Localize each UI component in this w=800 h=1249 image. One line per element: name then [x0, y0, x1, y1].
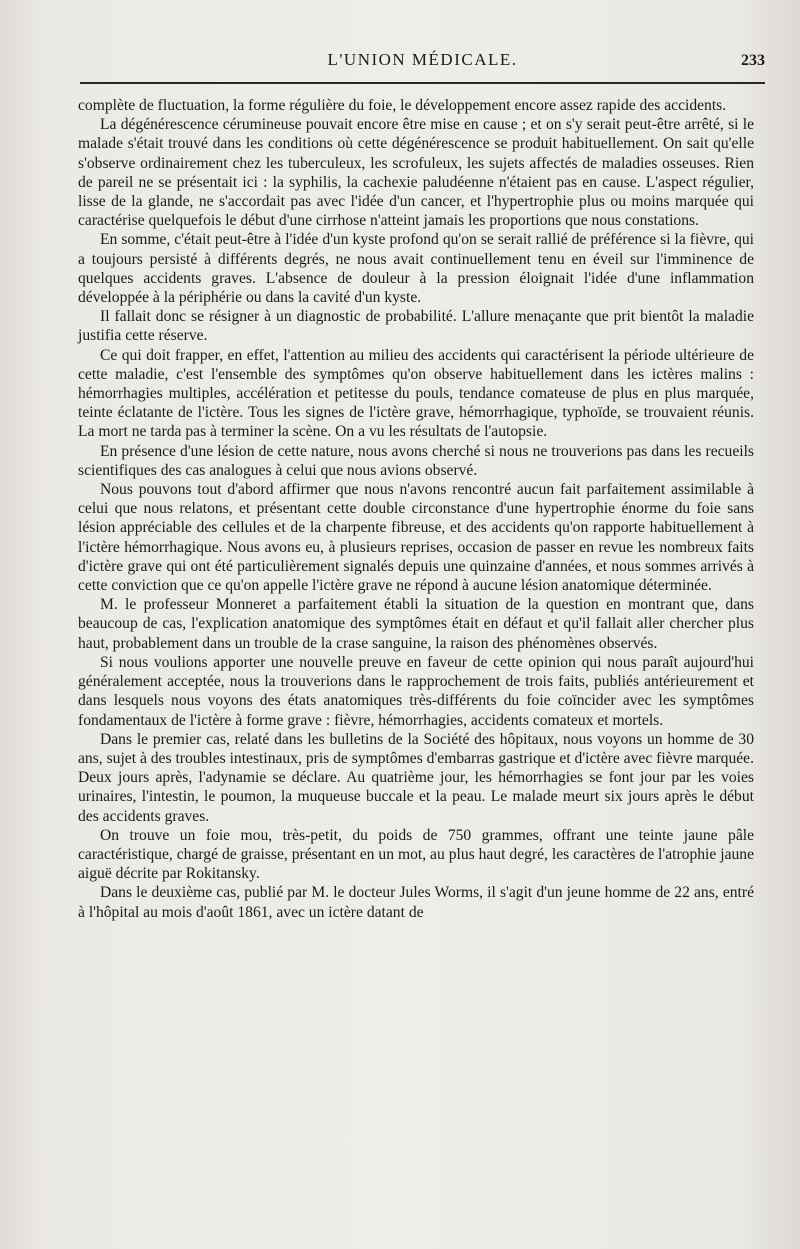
- header-rule: [80, 82, 765, 84]
- paragraph: complète de fluctuation, la forme régulière du foie, le développement encore assez rapide des accidents.: [78, 97, 727, 114]
- paragraph: Ce qui doit frapper, en effet, l'attention au milieu des accidents qui caractérisent la période ultérieure de cette maladie, c'est l'ensemble des symptômes qu'on observe habituellement dans les ictères malins : hémorrhagies multiples, accélération et petitesse du pouls, tendance comateuse de plus en plus marquée, teinte éclatante de l'ictère. Tous les signes de l'ictère grave, hémorrhagique, typhoïde, se trouvaient réunis. La mort ne tarda pas à terminer la scène. On a vu les résultats de l'autopsie.: [78, 346, 754, 441]
- paragraph: Il fallait donc se résigner à un diagnostic de probabilité. L'allure menaçante que prit bientôt la maladie justifia cette réserve.: [78, 308, 754, 345]
- paragraph: Si nous voulions apporter une nouvelle preuve en faveur de cette opinion qui nous paraît aujourd'hui généralement acceptée, nous la trouverions dans le rapprochement de trois faits, publiés antérieurement et dans lesquels nous voyons des états anatomiques très-différents du foie coïncider avec les symptômes fondamentaux de l'ictère à forme grave : fièvre, hémorrhagies, accidents comateux et mortels.: [78, 653, 754, 729]
- paragraph: Dans le deuxième cas, publié par M. le docteur Jules Worms, il s'agit d'un jeune homme de 22 ans, entré à l'hôpital au mois d'août 1861, avec un ictère datant de: [78, 884, 754, 921]
- paragraph: Nous pouvons tout d'abord affirmer que nous n'avons rencontré aucun fait parfaitement assimilable à celui que nous relatons, et présentant cette double circonstance d'une hypertrophie énorme du foie sans lésion appréciable des cellules et de la charpente fibreuse, et des accidents qu'on rapporte habituellement à l'ictère hémorrhagique. Nous avons eu, à plusieurs reprises, occasion de passer en revue les nombreux faits d'ictère grave qui ont été particulièrement signalés depuis une quinzaine d'années, et nous sommes arrivés à cette conviction que ce qu'on appelle l'ictère grave ne répond à aucune lésion anatomique déterminée.: [78, 481, 754, 595]
- page-number: 233: [741, 52, 765, 69]
- page-header: [80, 50, 765, 80]
- body-text: [78, 96, 754, 922]
- paragraph: En présence d'une lésion de cette nature, nous avons cherché si nous ne trouverions pas dans les recueils scientifiques des cas analogues à celui que nous avions observé.: [78, 442, 754, 479]
- paragraph: En somme, c'était peut-être à l'idée d'un kyste profond qu'on se serait rallié de préférence si la fièvre, qui a toujours persisté à différents degrés, ne nous avait continuellement tenu en éveil sur l'imminence de quelques accidents graves. L'absence de douleur à la pression éloignait l'idée d'une inflammation développée à la périphérie ou dans la cavité d'un kyste.: [78, 231, 754, 307]
- paragraph: M. le professeur Monneret a parfaitement établi la situation de la question en montrant que, dans beaucoup de cas, l'explication anatomique des symptômes était en défaut et qu'il fallait aller chercher plus haut, probablement dans un trouble de la crase sanguine, la raison des phénomènes observés.: [78, 596, 754, 652]
- paragraph: On trouve un foie mou, très-petit, du poids de 750 grammes, offrant une teinte jaune pâle caractéristique, chargé de graisse, présentant en un mot, au plus haut degré, les caractères de l'atrophie jaune aiguë décrite par Rokitansky.: [78, 826, 754, 883]
- paragraph: Dans le premier cas, relaté dans les bulletins de la Société des hôpitaux, nous voyons un homme de 30 ans, sujet à des troubles intestinaux, pris de symptômes d'embarras gastrique et d'ictère avec fièvre marquée. Deux jours après, l'adynamie se déclare. Au quatrième jour, les hémorrhagies se font jour par les voies urinaires, l'intestin, le poumon, la muqueuse buccale et la peau. Le malade meurt six jours après le début des accidents graves.: [78, 730, 754, 825]
- running-title: L'UNION MÉDICALE.: [327, 50, 518, 69]
- paragraph: La dégénérescence cérumineuse pouvait encore être mise en cause ; et on s'y serait peut-être arrêté, si le malade s'était trouvé dans les conditions où cette dégénérescence se produit habituellement. On sait qu'elle s'observe ordinairement chez les tuberculeux, les scrofuleux, les sujets affectés de maladies osseuses. Rien de pareil ne se présentait ici : la syphilis, la cachexie paludéenne n'étaient pas en cause. L'aspect régulier, lisse de la glande, ne s'accordait pas avec l'idée d'un cancer, et l'hypertrophie plus ou moins marquée qui caractérise quelquefois le début d'une cirrhose n'atteint jamais les proportions que nous constations.: [78, 116, 754, 230]
